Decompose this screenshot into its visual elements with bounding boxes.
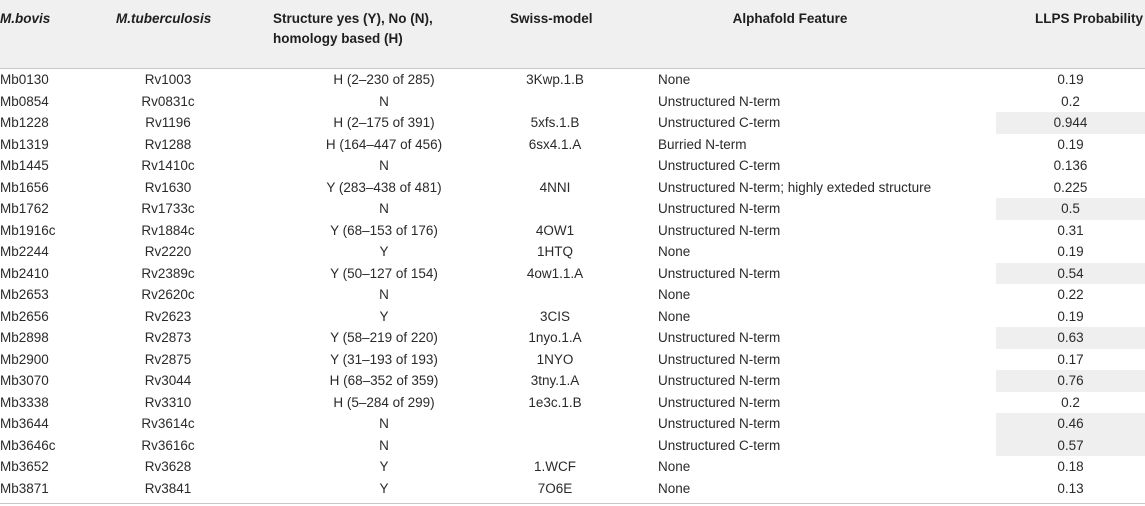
- cell-mtuberculosis: Rv2389c: [141, 265, 195, 281]
- cell-alphafold-feature: None: [658, 308, 691, 324]
- cell-alphafold-feature: Unstructured N-term: [658, 373, 781, 388]
- cell-llps-probability: 0.225: [1053, 179, 1088, 195]
- cell-structure: Y: [379, 459, 389, 474]
- cell-alphafold-feature: Unstructured N-term; highly exteded structure: [658, 179, 932, 195]
- cell-mtuberculosis: Rv3841: [144, 480, 192, 496]
- table-row: [0, 306, 1145, 328]
- cell-mtuberculosis: Rv3044: [144, 373, 192, 388]
- cell-llps-probability: 0.54: [996, 263, 1145, 285]
- cell-mtuberculosis: Rv3310: [144, 394, 192, 410]
- cell-mtuberculosis: Rv2873: [144, 330, 192, 345]
- cell-swiss-model: 3CIS: [539, 308, 570, 324]
- table-row: [0, 263, 1145, 285]
- header-mbovis: M.bovis: [0, 11, 51, 26]
- cell-swiss-model: [490, 413, 620, 435]
- cell-structure: N: [379, 201, 389, 216]
- cell-mtuberculosis: Rv1884c: [141, 222, 195, 238]
- cell-mtuberculosis: Rv2220: [144, 244, 192, 259]
- cell-alphafold-feature: Unstructured N-term: [658, 351, 781, 367]
- cell-swiss-model: 5xfs.1.B: [530, 115, 580, 130]
- cell-mbovis: Mb1319: [0, 136, 49, 152]
- cell-structure: Y (31–193 of 193): [330, 351, 438, 367]
- cell-mtuberculosis: Rv3628: [144, 459, 192, 474]
- cell-llps-probability: 0.46: [996, 413, 1145, 435]
- cell-swiss-model: [490, 155, 620, 177]
- table-row: [0, 91, 1145, 113]
- cell-swiss-model: 7O6E: [537, 480, 573, 496]
- cell-llps-probability: 0.19: [1057, 72, 1084, 87]
- cell-llps-probability: 0.19: [1057, 136, 1084, 152]
- cell-structure: H (2–230 of 285): [333, 72, 435, 87]
- cell-mbovis: Mb3070: [0, 373, 49, 388]
- cell-llps-probability: 0.13: [1057, 480, 1084, 496]
- table-row: [0, 69, 1145, 91]
- table-row: [0, 370, 1145, 392]
- cell-swiss-model: 1HTQ: [536, 244, 573, 259]
- cell-mbovis: Mb0854: [0, 93, 49, 109]
- table-row: [0, 241, 1145, 263]
- cell-mtuberculosis: Rv1196: [145, 115, 191, 130]
- table-row: [0, 478, 1145, 500]
- table-row: [0, 327, 1145, 349]
- cell-llps-probability: 0.944: [996, 112, 1145, 134]
- cell-structure: N: [379, 287, 389, 302]
- footer-divider: [0, 503, 1145, 504]
- cell-mtuberculosis: Rv0831c: [141, 93, 195, 109]
- cell-mbovis: Mb3652: [0, 459, 49, 474]
- cell-mbovis: Mb3338: [0, 394, 49, 410]
- table-row: [0, 413, 1145, 435]
- cell-swiss-model: 4NNI: [539, 179, 571, 195]
- cell-structure: Y: [379, 480, 389, 496]
- header-swiss-model: Swiss-model: [510, 11, 593, 26]
- cell-swiss-model: 3tny.1.A: [530, 373, 580, 388]
- cell-structure: H (164–447 of 456): [325, 136, 443, 152]
- cell-structure: Y (50–127 of 154): [330, 265, 438, 281]
- cell-alphafold-feature: None: [658, 244, 691, 259]
- cell-structure: N: [379, 437, 389, 453]
- cell-alphafold-feature: Unstructured N-term: [658, 416, 781, 431]
- cell-mbovis: Mb2244: [0, 244, 49, 259]
- header-structure-line1: Structure yes (Y), No (N),: [273, 11, 433, 26]
- cell-swiss-model: [490, 435, 620, 457]
- cell-alphafold-feature: Unstructured C-term: [658, 158, 781, 173]
- cell-alphafold-feature: Unstructured N-term: [658, 201, 781, 216]
- cell-swiss-model: 1e3c.1.B: [528, 394, 582, 410]
- cell-mbovis: Mb2898: [0, 330, 49, 345]
- cell-llps-probability: 0.19: [1057, 308, 1084, 324]
- cell-mtuberculosis: Rv1003: [144, 72, 192, 87]
- cell-mtuberculosis: Rv2623: [144, 308, 192, 324]
- cell-mbovis: Mb1762: [0, 201, 49, 216]
- cell-llps-probability: 0.63: [996, 327, 1145, 349]
- cell-structure: H (68–352 of 359): [329, 373, 439, 388]
- cell-mbovis: Mb1916c: [0, 222, 56, 238]
- header-structure: [273, 9, 523, 49]
- header-structure-line2: homology based (H): [273, 31, 403, 46]
- cell-structure: N: [379, 416, 389, 431]
- cell-structure: Y (58–219 of 220): [330, 330, 438, 345]
- cell-mtuberculosis: Rv1288: [144, 136, 192, 152]
- table-row: [0, 435, 1145, 457]
- cell-alphafold-feature: Unstructured C-term: [658, 437, 781, 453]
- cell-structure: Y (68–153 of 176): [330, 222, 438, 238]
- cell-llps-probability: 0.136: [1053, 158, 1088, 173]
- cell-alphafold-feature: Unstructured C-term: [658, 115, 781, 130]
- cell-mbovis: Mb3644: [0, 416, 49, 431]
- cell-alphafold-feature: None: [658, 459, 691, 474]
- cell-mbovis: Mb2900: [0, 351, 49, 367]
- cell-structure: N: [379, 158, 389, 173]
- cell-swiss-model: [490, 91, 620, 113]
- cell-swiss-model: 1nyo.1.A: [528, 330, 582, 345]
- cell-mtuberculosis: Rv1733c: [141, 201, 195, 216]
- cell-swiss-model: [490, 284, 620, 306]
- cell-swiss-model: 6sx4.1.A: [528, 136, 582, 152]
- cell-swiss-model: [490, 198, 620, 220]
- cell-alphafold-feature: Unstructured N-term: [658, 394, 781, 410]
- cell-swiss-model: 4OW1: [535, 222, 575, 238]
- cell-mtuberculosis: Rv3616c: [141, 437, 195, 453]
- cell-llps-probability: 0.5: [996, 198, 1145, 220]
- cell-mtuberculosis: Rv1630: [144, 179, 192, 195]
- cell-mbovis: Mb1656: [0, 179, 49, 195]
- cell-llps-probability: 0.18: [1057, 459, 1084, 474]
- cell-mbovis: Mb1445: [0, 158, 49, 173]
- cell-mtuberculosis: Rv3614c: [141, 416, 195, 431]
- cell-alphafold-feature: Unstructured N-term: [658, 222, 781, 238]
- cell-mbovis: Mb2653: [0, 287, 49, 302]
- header-mtuberculosis: M.tuberculosis: [116, 11, 212, 26]
- cell-structure: Y (283–438 of 481): [326, 179, 442, 195]
- cell-llps-probability: 0.57: [996, 435, 1145, 457]
- cell-alphafold-feature: Burried N-term: [658, 136, 747, 152]
- cell-structure: Y: [379, 244, 389, 259]
- cell-llps-probability: 0.76: [996, 370, 1145, 392]
- cell-swiss-model: 1.WCF: [534, 459, 576, 474]
- cell-structure: H (5–284 of 299): [333, 394, 435, 410]
- cell-llps-probability: 0.2: [1061, 394, 1080, 410]
- header-alphafold-feature: Alphafold Feature: [732, 11, 848, 26]
- cell-swiss-model: 4ow1.1.A: [526, 265, 584, 281]
- cell-mbovis: Mb3871: [0, 480, 49, 496]
- table-row: [0, 112, 1145, 134]
- table-row: [0, 177, 1145, 199]
- cell-mbovis: Mb1228: [0, 115, 49, 130]
- cell-mtuberculosis: Rv1410c: [141, 158, 195, 173]
- table-row: [0, 392, 1145, 414]
- table-row: [0, 134, 1145, 156]
- table-row: [0, 284, 1145, 306]
- cell-llps-probability: 0.31: [1057, 222, 1084, 238]
- cell-mbovis: Mb2656: [0, 308, 49, 324]
- cell-alphafold-feature: None: [658, 72, 691, 87]
- table-body: [0, 69, 1145, 499]
- cell-structure: N: [379, 93, 389, 109]
- cell-llps-probability: 0.22: [1057, 287, 1084, 302]
- cell-llps-probability: 0.19: [1057, 244, 1084, 259]
- cell-llps-probability: 0.2: [1061, 93, 1080, 109]
- cell-swiss-model: 3Kwp.1.B: [526, 72, 584, 87]
- cell-llps-probability: 0.17: [1057, 351, 1084, 367]
- table-header: [0, 0, 1145, 68]
- cell-alphafold-feature: Unstructured N-term: [658, 93, 781, 109]
- cell-mtuberculosis: Rv2875: [144, 351, 192, 367]
- table-row: [0, 155, 1145, 177]
- cell-structure: Y: [379, 308, 389, 324]
- cell-mbovis: Mb2410: [0, 265, 49, 281]
- cell-alphafold-feature: Unstructured N-term: [658, 265, 781, 281]
- cell-mtuberculosis: Rv2620c: [141, 287, 195, 302]
- table-row: [0, 198, 1145, 220]
- cell-structure: H (2–175 of 391): [333, 115, 435, 130]
- table-row: [0, 456, 1145, 478]
- cell-mbovis: Mb3646c: [0, 437, 56, 453]
- cell-mbovis: Mb0130: [0, 72, 49, 87]
- cell-alphafold-feature: Unstructured N-term: [658, 330, 781, 345]
- cell-alphafold-feature: None: [658, 480, 691, 496]
- table-row: [0, 349, 1145, 371]
- cell-swiss-model: 1NYO: [536, 351, 574, 367]
- cell-alphafold-feature: None: [658, 287, 691, 302]
- header-llps-probability: LLPS Probability: [1034, 11, 1143, 26]
- table-row: [0, 220, 1145, 242]
